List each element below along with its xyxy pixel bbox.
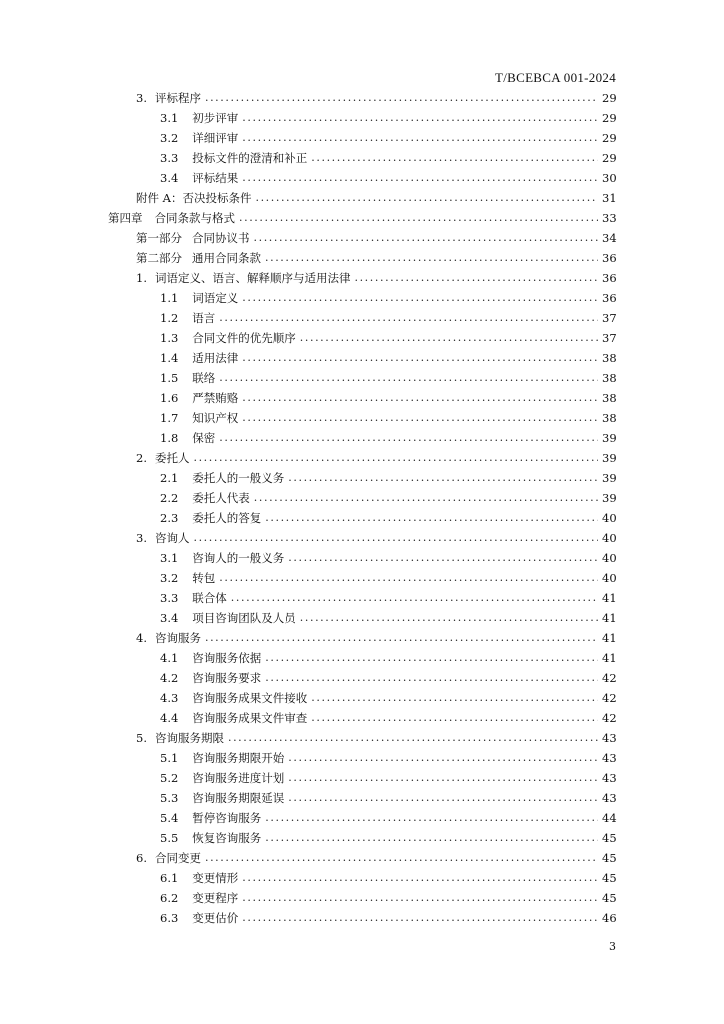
dot-leader bbox=[242, 108, 598, 128]
dot-leader bbox=[219, 368, 598, 388]
toc-entry-page: 45 bbox=[602, 851, 617, 865]
toc-entry-page: 43 bbox=[602, 791, 617, 805]
toc-entry-number: 4.2 bbox=[160, 671, 179, 685]
toc-entry-number: 2.2 bbox=[160, 491, 179, 505]
toc-entry[interactable] bbox=[136, 268, 616, 288]
dot-leader bbox=[300, 608, 598, 628]
toc-entry[interactable] bbox=[160, 568, 616, 588]
toc-entry[interactable] bbox=[136, 728, 616, 748]
toc-entry-title: 评标程序 bbox=[154, 91, 201, 105]
toc-entry-number: 3. bbox=[136, 531, 147, 545]
toc-entry[interactable] bbox=[160, 608, 616, 628]
toc-entry-title: 变更情形 bbox=[192, 871, 239, 885]
toc-entry[interactable] bbox=[160, 128, 616, 148]
dot-leader bbox=[242, 128, 598, 148]
toc-entry-number: 6.1 bbox=[160, 871, 179, 885]
toc-entry-page: 40 bbox=[602, 531, 617, 545]
toc-entry-title: 委托人代表 bbox=[192, 491, 250, 505]
toc-entry[interactable] bbox=[136, 228, 616, 248]
dot-leader bbox=[228, 728, 598, 748]
toc-entry-title: 词语定义 bbox=[192, 291, 239, 305]
toc-entry[interactable] bbox=[160, 168, 616, 188]
dot-leader bbox=[311, 688, 598, 708]
toc-entry-page: 39 bbox=[602, 451, 617, 465]
dot-leader bbox=[219, 308, 598, 328]
toc-entry-page: 43 bbox=[602, 771, 617, 785]
toc-entry[interactable] bbox=[136, 448, 616, 468]
toc-entry-page: 29 bbox=[602, 111, 617, 125]
page-number: 3 bbox=[609, 940, 616, 953]
toc-entry[interactable] bbox=[160, 588, 616, 608]
toc-entry-page: 39 bbox=[602, 491, 617, 505]
dot-leader bbox=[265, 808, 598, 828]
toc-entry-page: 38 bbox=[602, 391, 617, 405]
toc-entry[interactable] bbox=[160, 748, 616, 768]
dot-leader bbox=[300, 328, 598, 348]
toc-entry-number: 1.7 bbox=[160, 411, 179, 425]
toc-entry-title: 咨询服务期限开始 bbox=[192, 751, 285, 765]
toc-entry[interactable] bbox=[160, 548, 616, 568]
toc-entry-title: 合同文件的优先顺序 bbox=[192, 331, 296, 345]
toc-entry-page: 41 bbox=[602, 631, 617, 645]
toc-entry-title: 咨询服务依据 bbox=[192, 651, 262, 665]
toc-entry-number: 5. bbox=[136, 731, 147, 745]
toc-entry-title: 委托人的答复 bbox=[192, 511, 262, 525]
toc-entry-number: 3. bbox=[136, 91, 147, 105]
toc-entry[interactable] bbox=[160, 788, 616, 808]
toc-entry-title: 咨询服务成果文件接收 bbox=[192, 691, 308, 705]
toc-entry-page: 45 bbox=[602, 831, 617, 845]
toc-entry-page: 37 bbox=[602, 331, 617, 345]
toc-entry-title: 咨询人 bbox=[154, 531, 190, 545]
toc-entry[interactable] bbox=[136, 848, 616, 868]
toc-entry-number: 5.2 bbox=[160, 771, 179, 785]
toc-entry-number: 1.5 bbox=[160, 371, 179, 385]
toc-entry-number: 3.1 bbox=[160, 111, 179, 125]
toc-entry-page: 42 bbox=[602, 711, 617, 725]
toc-entry-title: 评标结果 bbox=[192, 171, 239, 185]
toc-entry-number: 2.3 bbox=[160, 511, 179, 525]
toc-entry-number: 2. bbox=[136, 451, 147, 465]
toc-entry-title: 变更程序 bbox=[192, 891, 239, 905]
toc-entry-number: 3.3 bbox=[160, 591, 179, 605]
toc-entry-title: 合同变更 bbox=[154, 851, 201, 865]
toc-entry-page: 38 bbox=[602, 411, 617, 425]
dot-leader bbox=[288, 748, 598, 768]
toc-entry[interactable] bbox=[136, 528, 616, 548]
toc-entry-page: 33 bbox=[602, 211, 617, 225]
dot-leader bbox=[288, 788, 598, 808]
toc-entry-number: 5.1 bbox=[160, 751, 179, 765]
toc-entry[interactable] bbox=[160, 828, 616, 848]
toc-entry-number: 3.3 bbox=[160, 151, 179, 165]
dot-leader bbox=[288, 548, 598, 568]
toc-entry-page: 38 bbox=[602, 371, 617, 385]
dot-leader bbox=[254, 228, 599, 248]
toc-entry-number: 1.1 bbox=[160, 291, 179, 305]
toc-entry[interactable] bbox=[160, 868, 616, 888]
dot-leader bbox=[205, 628, 598, 648]
toc-entry-page: 36 bbox=[602, 291, 617, 305]
toc-entry-title: 咨询服务期限延误 bbox=[192, 791, 285, 805]
toc-entry-number: 第一部分 bbox=[136, 231, 182, 245]
toc-entry-number: 第二部分 bbox=[136, 251, 182, 265]
toc-entry-number: 1.2 bbox=[160, 311, 179, 325]
toc-entry-title: 项目咨询团队及人员 bbox=[192, 611, 296, 625]
toc-entry-title: 咨询服务 bbox=[154, 631, 201, 645]
dot-leader bbox=[242, 288, 598, 308]
dot-leader bbox=[242, 408, 598, 428]
toc-entry[interactable] bbox=[136, 188, 616, 208]
toc-entry-page: 34 bbox=[602, 231, 617, 245]
toc-entry-title: 适用法律 bbox=[192, 351, 239, 365]
toc-entry-title: 咨询服务成果文件审查 bbox=[192, 711, 308, 725]
toc-entry-title: 恢复咨询服务 bbox=[192, 831, 262, 845]
toc-entry-page: 31 bbox=[602, 191, 617, 205]
toc-entry[interactable] bbox=[136, 88, 616, 108]
toc-entry-page: 37 bbox=[602, 311, 617, 325]
toc-entry-title: 知识产权 bbox=[192, 411, 239, 425]
dot-leader bbox=[242, 168, 598, 188]
toc-entry[interactable] bbox=[160, 288, 616, 308]
toc-entry-number: 5.3 bbox=[160, 791, 179, 805]
toc-entry-page: 36 bbox=[602, 251, 617, 265]
toc-entry[interactable] bbox=[160, 488, 616, 508]
dot-leader bbox=[239, 208, 598, 228]
toc-entry-title: 咨询服务要求 bbox=[192, 671, 262, 685]
dot-leader bbox=[288, 468, 598, 488]
toc-entry-number: 3.2 bbox=[160, 131, 179, 145]
toc-entry-page: 40 bbox=[602, 551, 617, 565]
toc-entry-title: 严禁贿赂 bbox=[192, 391, 239, 405]
toc-entry[interactable] bbox=[160, 148, 616, 168]
dot-leader bbox=[265, 668, 598, 688]
dot-leader bbox=[242, 908, 598, 928]
toc-entry-number: 1.3 bbox=[160, 331, 179, 345]
toc-entry-page: 44 bbox=[602, 811, 617, 825]
toc-entry-number: 1.4 bbox=[160, 351, 179, 365]
toc-entry-title: 详细评审 bbox=[192, 131, 239, 145]
toc-entry-page: 41 bbox=[602, 591, 617, 605]
toc-entry-title: 语言 bbox=[192, 311, 216, 325]
dot-leader bbox=[242, 348, 598, 368]
toc-entry[interactable] bbox=[160, 468, 616, 488]
toc-entry[interactable] bbox=[160, 388, 616, 408]
toc-entry-page: 46 bbox=[602, 911, 617, 925]
toc-entry-page: 45 bbox=[602, 891, 617, 905]
toc-entry-title: 咨询服务期限 bbox=[154, 731, 224, 745]
toc-entry[interactable] bbox=[160, 808, 616, 828]
toc-entry-title: 保密 bbox=[192, 431, 216, 445]
toc-entry-number: 第四章 bbox=[108, 211, 143, 225]
dot-leader bbox=[265, 508, 598, 528]
dot-leader bbox=[205, 88, 598, 108]
toc-entry-title: 合同条款与格式 bbox=[154, 211, 235, 225]
toc-entry-number: 3.2 bbox=[160, 571, 179, 585]
toc-entry-number: 5.5 bbox=[160, 831, 179, 845]
dot-leader bbox=[242, 868, 598, 888]
toc-entry-number: 3.1 bbox=[160, 551, 179, 565]
toc-entry[interactable] bbox=[160, 768, 616, 788]
toc-entry[interactable] bbox=[160, 408, 616, 428]
toc-entry-title: 初步评审 bbox=[192, 111, 239, 125]
toc-entry-page: 38 bbox=[602, 351, 617, 365]
toc-entry-page: 41 bbox=[602, 611, 617, 625]
toc-entry-number: 1. bbox=[136, 271, 147, 285]
dot-leader bbox=[311, 708, 598, 728]
toc-entry[interactable] bbox=[160, 348, 616, 368]
dot-leader bbox=[254, 488, 598, 508]
toc-entry-page: 41 bbox=[602, 651, 617, 665]
toc-entry-page: 29 bbox=[602, 91, 617, 105]
toc-entry-page: 43 bbox=[602, 731, 617, 745]
dot-leader bbox=[205, 848, 598, 868]
toc-entry-page: 29 bbox=[602, 131, 617, 145]
dot-leader bbox=[265, 248, 598, 268]
toc-entry-page: 45 bbox=[602, 871, 617, 885]
toc-entry-title: 通用合同条款 bbox=[192, 251, 261, 265]
toc-entry[interactable] bbox=[160, 708, 616, 728]
toc-entry-page: 42 bbox=[602, 691, 617, 705]
toc-entry-page: 42 bbox=[602, 671, 617, 685]
toc-entry[interactable] bbox=[160, 428, 616, 448]
toc-entry-title: 联络 bbox=[192, 371, 216, 385]
toc-entry[interactable] bbox=[160, 908, 616, 928]
toc-entry-number: 4. bbox=[136, 631, 147, 645]
toc-entry-title: 暂停咨询服务 bbox=[192, 811, 262, 825]
toc-entry-number: 4.1 bbox=[160, 651, 179, 665]
toc-entry[interactable] bbox=[160, 508, 616, 528]
toc-entry[interactable] bbox=[160, 648, 616, 668]
dot-leader bbox=[193, 448, 598, 468]
toc-entry-title: 咨询服务进度计划 bbox=[192, 771, 285, 785]
toc-entry-title: 变更估价 bbox=[192, 911, 239, 925]
toc-entry[interactable] bbox=[160, 108, 616, 128]
dot-leader bbox=[265, 828, 598, 848]
dot-leader bbox=[242, 888, 598, 908]
toc-entry-title: 委托人的一般义务 bbox=[192, 471, 285, 485]
toc-entry-number: 4.3 bbox=[160, 691, 179, 705]
toc-entry-page: 36 bbox=[602, 271, 617, 285]
toc-entry-page: 40 bbox=[602, 571, 617, 585]
toc-entry-page: 43 bbox=[602, 751, 617, 765]
toc-entry-number: 5.4 bbox=[160, 811, 179, 825]
toc-entry-title: 转包 bbox=[192, 571, 216, 585]
toc-entry-number: 1.8 bbox=[160, 431, 179, 445]
toc-entry-title: 联合体 bbox=[192, 591, 227, 605]
dot-leader bbox=[219, 428, 598, 448]
toc-entry-number: 3.4 bbox=[160, 611, 179, 625]
dot-leader bbox=[219, 568, 598, 588]
dot-leader bbox=[231, 588, 598, 608]
dot-leader bbox=[354, 268, 598, 288]
toc-entry[interactable] bbox=[160, 308, 616, 328]
toc-entry[interactable] bbox=[160, 328, 616, 348]
dot-leader bbox=[255, 188, 598, 208]
dot-leader bbox=[265, 648, 598, 668]
toc-entry[interactable] bbox=[160, 888, 616, 908]
toc-entry-title: 咨询人的一般义务 bbox=[192, 551, 285, 565]
toc-entry[interactable] bbox=[160, 368, 616, 388]
toc-entry-title: 附件 A：否决投标条件 bbox=[136, 191, 252, 205]
toc-entry-page: 29 bbox=[602, 151, 617, 165]
toc-entry[interactable] bbox=[136, 628, 616, 648]
toc-entry-page: 30 bbox=[602, 171, 617, 185]
toc-entry-number: 2.1 bbox=[160, 471, 179, 485]
toc-entry-number: 6. bbox=[136, 851, 147, 865]
dot-leader bbox=[242, 388, 598, 408]
toc-entry-number: 6.3 bbox=[160, 911, 179, 925]
document-code: T/BCEBCA 001-2024 bbox=[494, 70, 616, 85]
toc-entry[interactable] bbox=[108, 208, 616, 228]
toc-entry-number: 1.6 bbox=[160, 391, 179, 405]
toc-entry-page: 39 bbox=[602, 471, 617, 485]
toc-entry-title: 词语定义、语言、解释顺序与适用法律 bbox=[154, 271, 351, 285]
toc-entry[interactable] bbox=[160, 688, 616, 708]
toc-entry-number: 4.4 bbox=[160, 711, 179, 725]
dot-leader bbox=[193, 528, 598, 548]
toc-entry-page: 40 bbox=[602, 511, 617, 525]
toc-entry[interactable] bbox=[136, 248, 616, 268]
toc-entry-number: 3.4 bbox=[160, 171, 179, 185]
toc-entry[interactable] bbox=[160, 668, 616, 688]
toc-entry-page: 39 bbox=[602, 431, 617, 445]
dot-leader bbox=[288, 768, 598, 788]
toc-entry-title: 投标文件的澄清和补正 bbox=[192, 151, 308, 165]
toc-entry-title: 委托人 bbox=[154, 451, 190, 465]
dot-leader bbox=[311, 148, 598, 168]
toc-entry-number: 6.2 bbox=[160, 891, 179, 905]
toc-entry-title: 合同协议书 bbox=[192, 231, 250, 245]
